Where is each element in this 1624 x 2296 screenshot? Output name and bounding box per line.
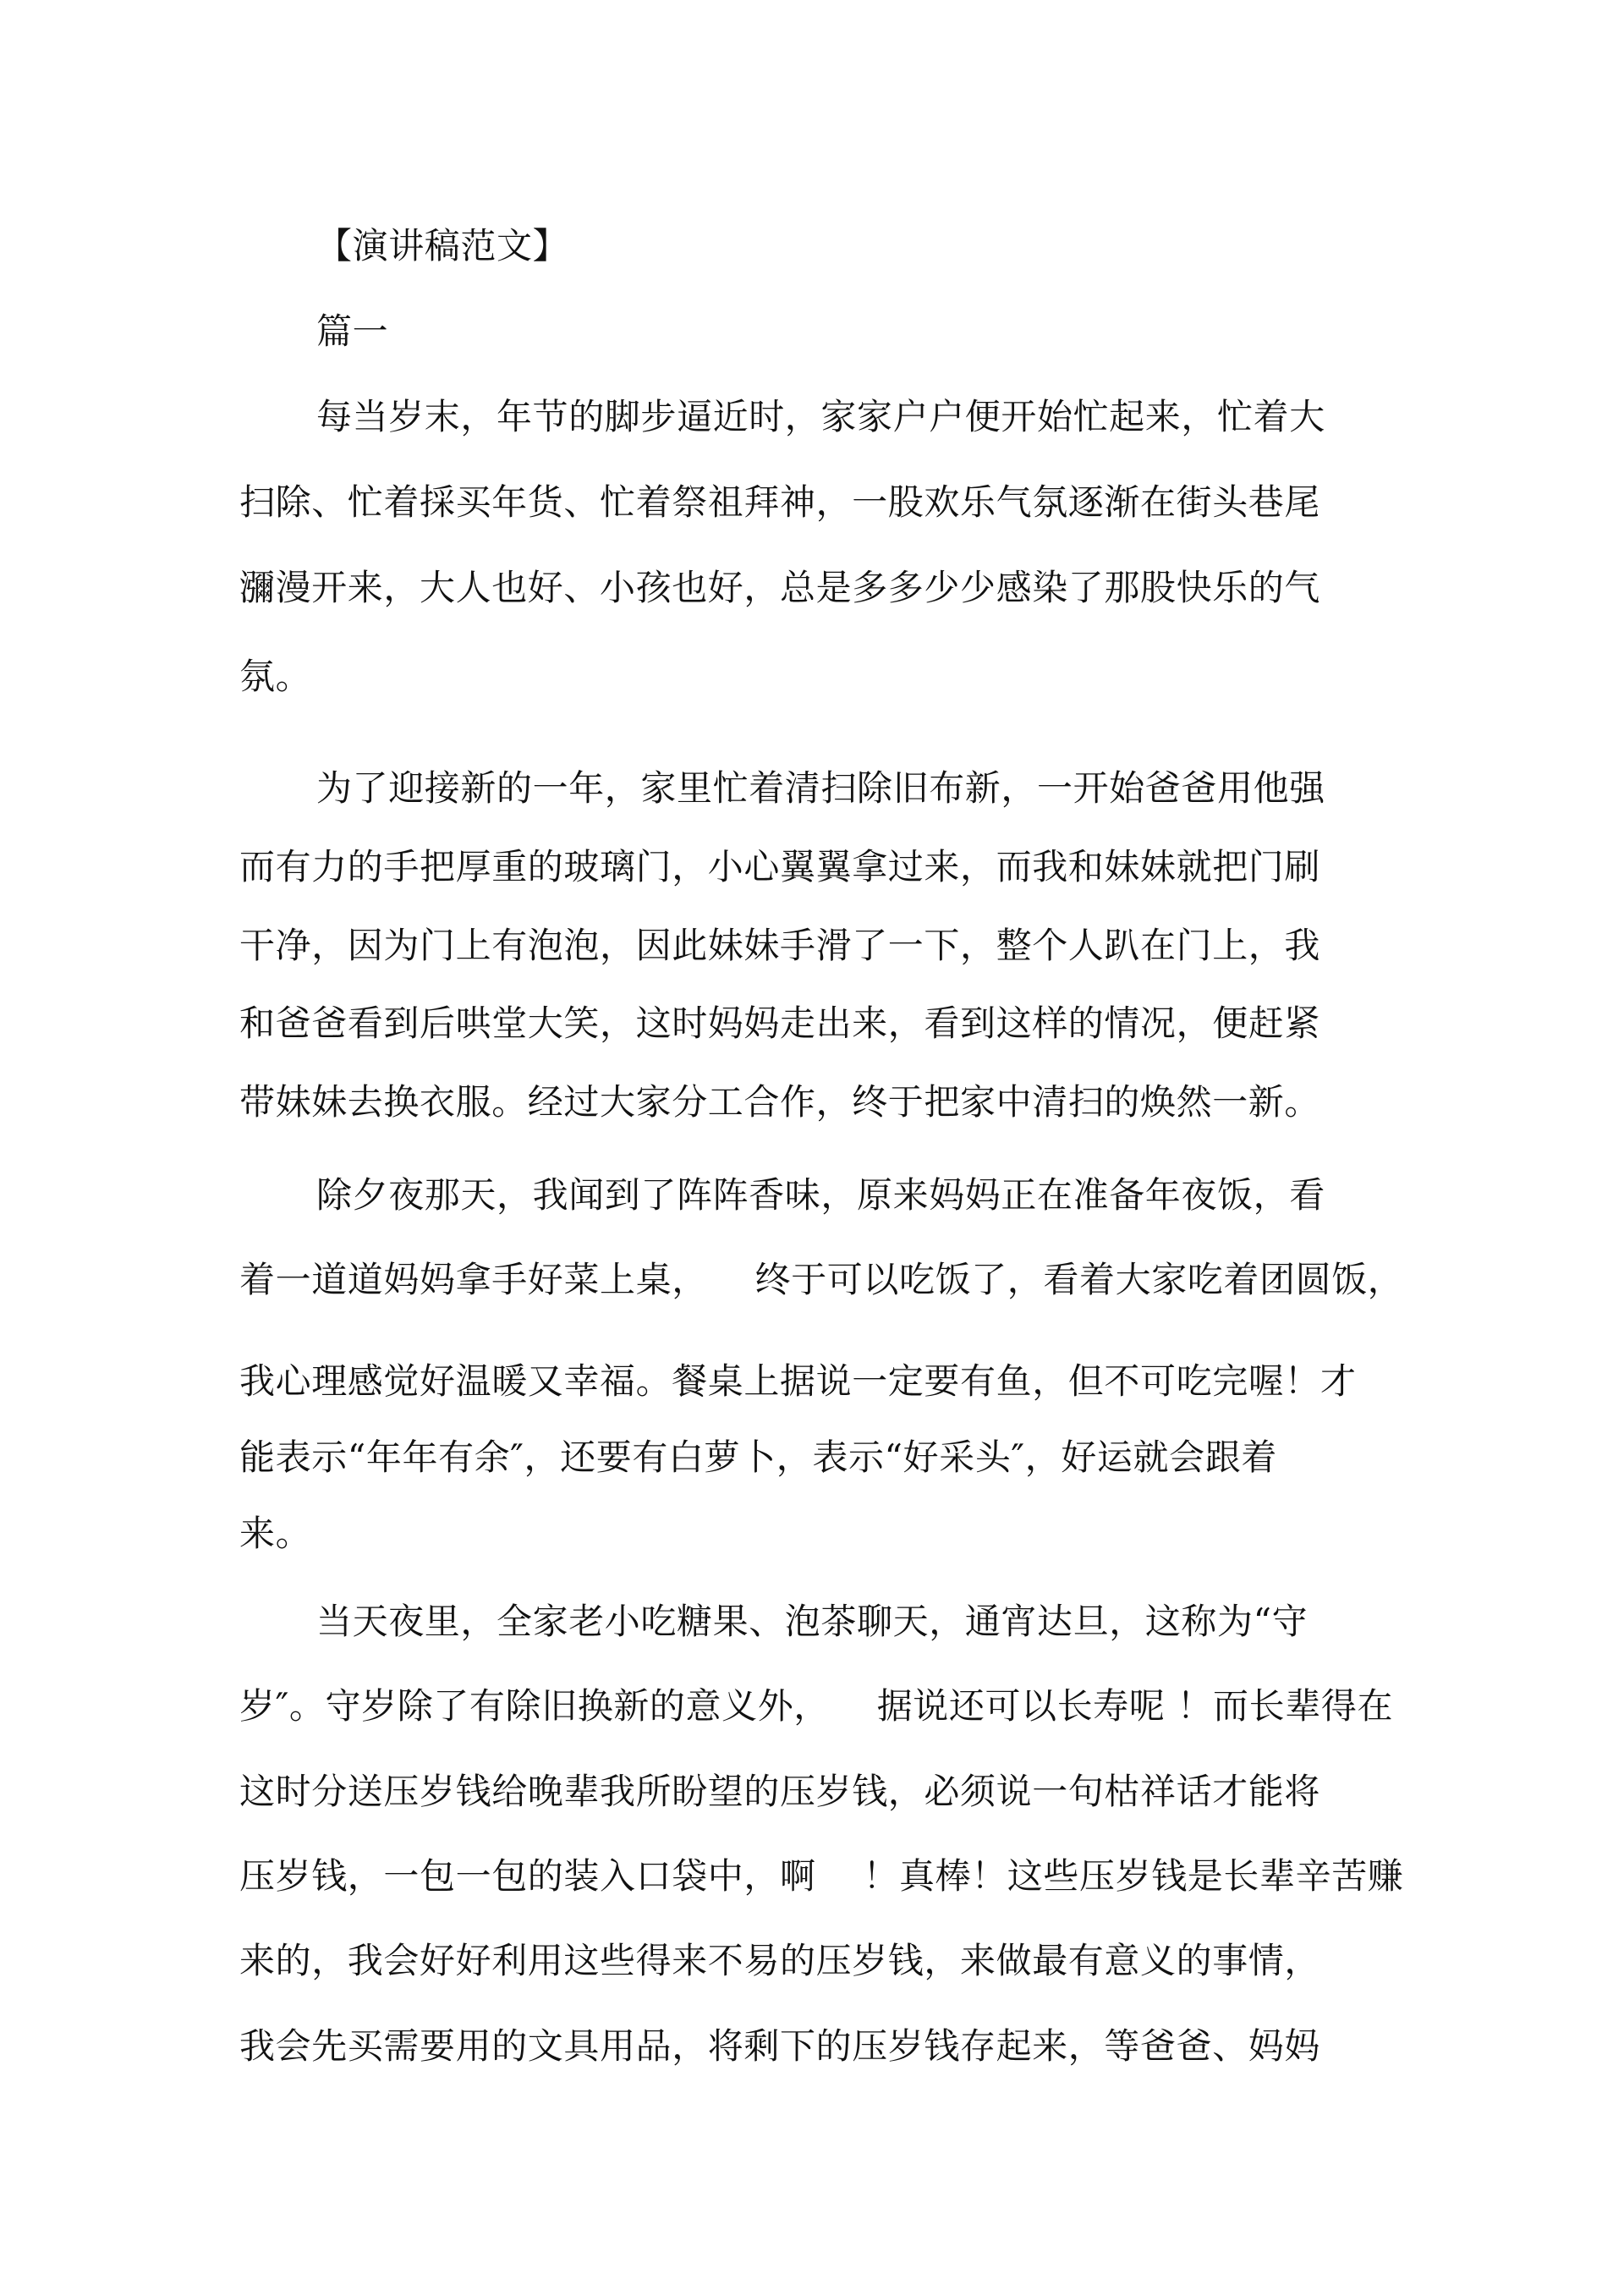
document-title: 【演讲稿范文】 [316, 225, 569, 266]
paragraph-1-line-3: 瀰漫开来，大人也好、小孩也好，总是多多少少感染了那股快乐的气 [239, 567, 1321, 608]
paragraph-4-line-1: 当天夜里，全家老小吃糖果、泡茶聊天，通宵达旦，这称为“守 [316, 1601, 1309, 1642]
paragraph-1-line-2: 扫除、忙着採买年货、忙着祭祖拜神，一股欢乐气氛逐渐在街头巷尾 [239, 481, 1321, 523]
paragraph-1-line-4: 氛。 [239, 656, 312, 697]
paragraph-3-line-3: 我心理感觉好温暖又幸福。餐桌上据说一定要有鱼，但不可吃完喔！才 [239, 1360, 1357, 1402]
paragraph-4-line-3: 这时分送压岁钱给晚辈我所盼望的压岁钱，必须说一句枯祥话才能将 [239, 1771, 1321, 1812]
paragraph-3-line-5: 来。 [239, 1513, 312, 1554]
paragraph-3-line-4: 能表示“年年有余″，还要有白萝卜，表示“好采头″，好运就会跟着 [239, 1436, 1277, 1478]
paragraph-4-line-6: 我会先买需要用的文具用品，将剩下的压岁钱存起来，等爸爸、妈妈 [239, 2025, 1321, 2067]
paragraph-3-line-2: 着一道道妈妈拿手好菜上桌， 终于可以吃饭了，看着大家吃着团圆饭， [239, 1259, 1404, 1300]
paragraph-4-line-2: 岁″。守岁除了有除旧换新的意义外， 据说还可以长寿呢 ！而长辈得在 [239, 1685, 1394, 1727]
paragraph-2-line-5: 带妹妹去换衣服。经过大家分工合作，终于把家中清扫的焕然一新。 [239, 1081, 1321, 1123]
paragraph-2-line-1: 为了迎接新的一年，家里忙着清扫除旧布新，一开始爸爸用他强 [316, 767, 1325, 809]
section-heading: 篇一 [316, 310, 389, 352]
paragraph-2-line-3: 干净，因为门上有泡泡，因此妹妹手滑了一下，整个人趴在门上，我 [239, 925, 1321, 966]
paragraph-1-line-1: 每当岁末，年节的脚步逼近时，家家户户便开始忙起来，忙着大 [316, 396, 1325, 437]
paragraph-2-line-4: 和爸爸看到后哄堂大笑，这时妈妈走出来，看到这样的情况，便赶紧 [239, 1002, 1321, 1044]
paragraph-2-line-2: 而有力的手把厚重的玻璃门，小心翼翼拿过来，而我和妹妹就把门刷 [239, 846, 1321, 887]
paragraph-4-line-5: 来的，我会好好利用这些得来不易的压岁钱，来做最有意义的事情， [239, 1940, 1321, 1981]
paragraph-4-line-4: 压岁钱，一包一包的装入口袋中，啊 ！真棒！这些压岁钱是长辈辛苦赚 [239, 1855, 1404, 1897]
paragraph-3-line-1: 除夕夜那天，我闻到了阵阵香味，原来妈妈正在准备年夜饭，看 [316, 1174, 1325, 1216]
